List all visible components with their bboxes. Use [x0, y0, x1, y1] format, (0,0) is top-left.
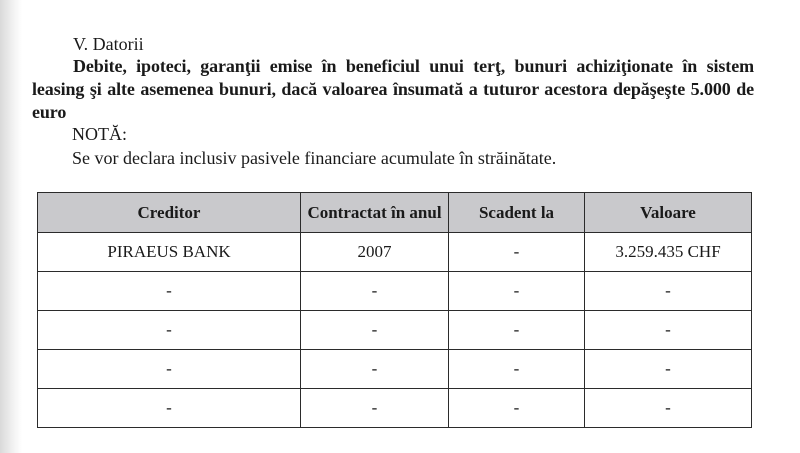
cell-due-date: -: [449, 389, 585, 428]
cell-contract-year: -: [301, 272, 449, 311]
cell-due-date: -: [449, 311, 585, 350]
header-contract-year: Contractat în anul: [301, 193, 449, 233]
section-description: Debite, ipoteci, garanţii emise în beneficiul unui terţ, bunuri achiziţionate în sistem leasing şi alte asemenea bunuri, dacă valoarea însumată a tuturor acestora depăşeşte 5.000 de euro: [32, 56, 754, 122]
header-creditor: Creditor: [38, 193, 301, 233]
cell-value: 3.259.435 CHF: [585, 233, 752, 272]
cell-contract-year: -: [301, 311, 449, 350]
cell-due-date: -: [449, 350, 585, 389]
cell-contract-year: 2007: [301, 233, 449, 272]
cell-contract-year: -: [301, 350, 449, 389]
table-row: [38, 311, 752, 350]
cell-value: -: [585, 389, 752, 428]
note-title: NOTĂ:: [72, 124, 127, 144]
table-row: [38, 389, 752, 428]
note-text: Se vor declara inclusiv pasivele financiare acumulate în străinătate.: [72, 148, 557, 168]
section-title: V. Datorii: [73, 34, 144, 54]
cell-contract-year: -: [301, 389, 449, 428]
header-value: Valoare: [585, 193, 752, 233]
scan-edge-shadow: [0, 0, 22, 453]
cell-creditor: -: [38, 389, 301, 428]
cell-due-date: -: [449, 272, 585, 311]
cell-creditor: -: [38, 311, 301, 350]
table-header-row: [38, 193, 752, 233]
cell-value: -: [585, 272, 752, 311]
cell-due-date: -: [449, 233, 585, 272]
header-due-date: Scadent la: [449, 193, 585, 233]
cell-creditor: -: [38, 350, 301, 389]
debts-table: [37, 192, 752, 428]
cell-creditor: -: [38, 272, 301, 311]
table-row: [38, 272, 752, 311]
cell-value: -: [585, 311, 752, 350]
table-row: [38, 350, 752, 389]
cell-value: -: [585, 350, 752, 389]
cell-creditor: PIRAEUS BANK: [38, 233, 301, 272]
table-row: [38, 233, 752, 272]
